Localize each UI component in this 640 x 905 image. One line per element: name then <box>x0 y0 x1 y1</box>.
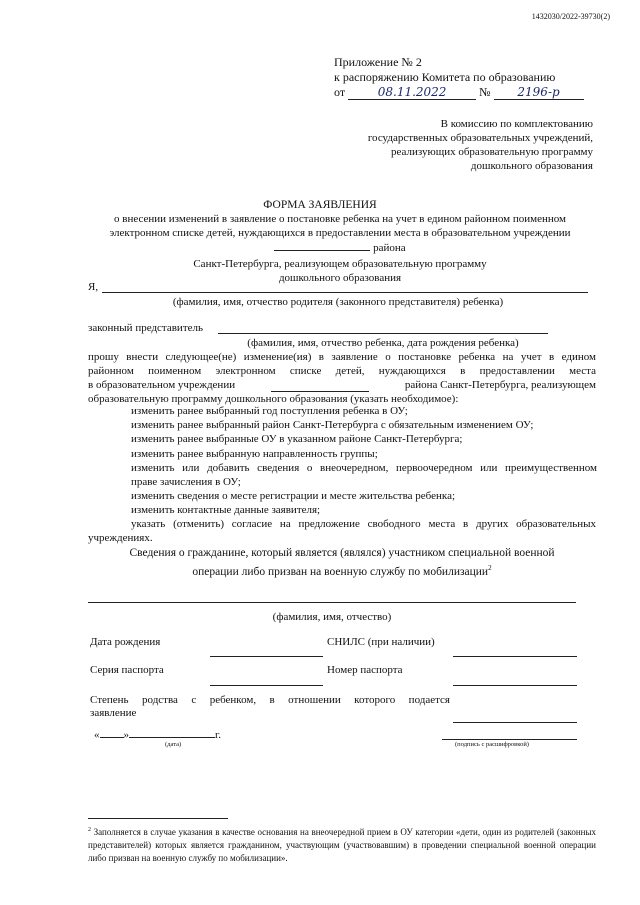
option-item[interactable]: изменить ранее выбранные ОУ в указанном районе Санкт-Петербурга; <box>131 433 463 446</box>
parent-name-field[interactable] <box>102 292 588 293</box>
appendix-title: Приложение № 2 <box>334 55 422 69</box>
fio-caption: (фамилия, имя, отчество) <box>272 611 392 623</box>
addressee-line: В комиссию по комплектованию <box>440 118 593 130</box>
request-paragraph <box>88 350 596 406</box>
consent-line: указать (отменить) согласие на предложение свободного места в других образовательных <box>131 518 596 530</box>
svo-footnote-mark: 2 <box>488 564 492 572</box>
kinship-label-continued: заявление <box>90 707 137 719</box>
signature-field[interactable] <box>442 739 577 740</box>
appendix-reference: к распоряжению Комитета по образованию <box>334 70 556 84</box>
form-subtitle <box>80 212 600 285</box>
appendix-date-row <box>334 85 584 100</box>
option-item[interactable]: изменить сведения о месте регистрации и месте жительства ребенка; <box>131 490 456 503</box>
handwritten-date: 08.11.2022 <box>348 85 476 100</box>
request-prefix: в образовательном учреждении <box>88 379 236 391</box>
svo-line: Сведения о гражданине, который является (являлся) участником специальной военной <box>129 547 555 559</box>
snils-field[interactable] <box>453 656 577 657</box>
passport-series-field[interactable] <box>210 685 323 686</box>
request-institution-row <box>88 378 596 392</box>
subtitle-district-row <box>80 240 600 255</box>
representative-label: законный представитель <box>88 322 204 334</box>
year-suffix: г. <box>215 729 222 741</box>
day-field[interactable] <box>100 727 124 738</box>
request-line: районном поименном электронном списке детей, нуждающихся в предоставлении места <box>88 365 596 377</box>
kinship-label: Степень родства с ребенком, в отношении которого подается <box>90 694 450 706</box>
consent-option[interactable] <box>88 517 596 545</box>
form-title: ФОРМА ЗАЯВЛЕНИЯ <box>263 199 377 211</box>
subtitle-line: электронном списке детей, нуждающихся в предоставлении места в образовательном учреждении <box>109 227 571 239</box>
addressee-line: реализующих образовательную программу <box>391 146 593 158</box>
district-blank[interactable] <box>274 240 370 251</box>
document-number: 1432030/2022-39730(2) <box>531 12 610 21</box>
passport-number-label: Номер паспорта <box>327 664 403 676</box>
appendix-block <box>334 55 584 100</box>
consent-line: учреждениях. <box>88 532 153 544</box>
kinship-field[interactable] <box>453 722 577 723</box>
options-list <box>131 404 597 518</box>
footnote <box>88 824 596 865</box>
addressee-line: государственных образовательных учреждений, <box>367 132 593 144</box>
footnote-text: Заполняется в случае указания в качестве основания на внеочередной прием в ОУ категории «дети, один из родителей (законных представителей) которых является гражданином, участвующим (участвовавшим) в проведении специальной военной операции либо призван на военную службу по мобилизации». <box>88 827 596 863</box>
number-prefix: № <box>479 85 491 99</box>
request-line: образовательную программу дошкольного образования (указать необходимое): <box>88 393 459 405</box>
quote-close: » <box>123 729 129 741</box>
subtitle-line: о внесении изменений в заявление о постановке ребенка на учет в едином районном поименном <box>114 213 566 225</box>
passport-series-label: Серия паспорта <box>90 664 164 676</box>
request-suffix: района Санкт-Петербурга, реализующем <box>404 379 596 391</box>
parent-caption: (фамилия, имя, отчество родителя (законного представителя) ребенка) <box>172 296 504 308</box>
subtitle-line: дошкольного образования <box>278 272 402 284</box>
svo-line-text: операции либо призван на военную службу по мобилизации <box>192 565 489 578</box>
date-prefix: от <box>334 85 346 99</box>
child-name-field[interactable] <box>218 333 548 334</box>
fio-field[interactable] <box>88 602 576 603</box>
request-line: прошу внести следующее(не) изменение(ия) в заявление о постановке ребенка на учет в едином <box>88 351 596 363</box>
child-caption: (фамилия, имя, отчество ребенка, дата рождения ребенка) <box>247 337 519 349</box>
district-suffix: района <box>373 242 406 254</box>
svo-line <box>88 561 596 580</box>
svo-heading <box>88 546 596 580</box>
signature-caption: (подпись с расшифровкой) <box>455 741 529 748</box>
i-label: Я, <box>88 281 99 293</box>
passport-number-field[interactable] <box>453 685 577 686</box>
date-caption: (дата) <box>165 741 182 748</box>
addressee-block <box>293 117 593 173</box>
option-item[interactable]: изменить ранее выбранную направленность группы; <box>131 447 378 460</box>
subtitle-line: Санкт-Петербурга, реализующем образовательную программу <box>193 258 487 270</box>
option-item-continued: праве зачисления в ОУ; <box>131 476 241 489</box>
option-item[interactable]: изменить или добавить сведения о внеочередном, первоочередном или преимущественном <box>131 461 597 474</box>
option-item[interactable]: изменить ранее выбранный год поступления ребенка в ОУ; <box>131 405 408 417</box>
quote-open: « <box>94 729 100 741</box>
handwritten-number: 2196-р <box>494 85 584 100</box>
addressee-line: дошкольного образования <box>470 160 593 172</box>
snils-label: СНИЛС (при наличии) <box>327 636 435 648</box>
footnote-separator <box>88 818 228 819</box>
option-item[interactable]: изменить ранее выбранный район Санкт-Петербурга с обязательным изменением ОУ; <box>131 419 534 432</box>
option-item[interactable]: изменить контактные данные заявителя; <box>131 504 321 517</box>
institution-blank[interactable] <box>271 381 369 392</box>
birth-date-field[interactable] <box>210 656 323 657</box>
signature-date-row <box>94 727 221 741</box>
birth-date-label: Дата рождения <box>90 636 161 648</box>
month-year-field[interactable] <box>129 727 215 738</box>
footnote-number: 2 <box>88 827 91 833</box>
